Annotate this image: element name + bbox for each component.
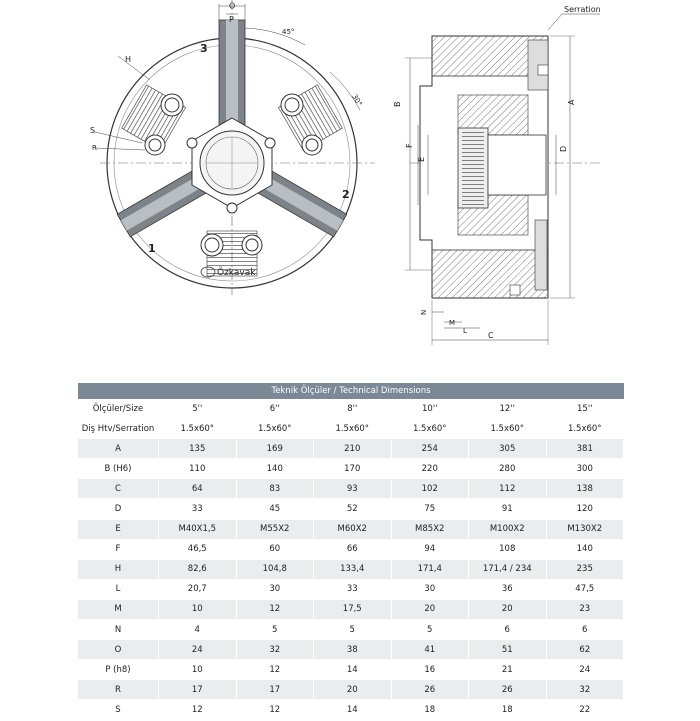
table-cell: 17 [159,680,237,700]
jaw-number-1: 1 [148,242,156,255]
table-cell: 24 [546,660,624,680]
table-cell: M130X2 [546,519,624,539]
table-header-row [78,399,624,419]
table-row [78,559,624,579]
row-label: R [78,680,159,700]
table-cell: 83 [236,479,314,499]
size-12: 12'' [469,399,547,419]
table-cell: 1.5x60° [159,419,237,439]
row-label: A [78,439,159,459]
row-label: P (h8) [78,660,159,680]
table-cell: 14 [314,660,392,680]
table-cell: 140 [236,459,314,479]
label-angle-45: 45° [282,28,295,36]
table-cell: 32 [546,680,624,700]
table-cell: 20 [391,599,469,619]
table-cell: 120 [546,499,624,519]
table-cell: 171,4 [391,559,469,579]
table-row [78,660,624,680]
table-cell: 26 [391,680,469,700]
size-6: 6'' [236,399,314,419]
table-cell: 6 [469,620,547,640]
size-15: 15'' [546,399,624,419]
table-cell: 1.5x60° [469,419,547,439]
row-label: D [78,499,159,519]
table-cell: M100X2 [469,519,547,539]
table-cell: 10 [159,660,237,680]
table-cell: 14 [314,700,392,720]
table-cell: M55X2 [236,519,314,539]
size-5: 5'' [159,399,237,419]
table-row [78,579,624,599]
brand-name: Özkavak [217,268,256,278]
row-label: B (H6) [78,459,159,479]
table-row [78,539,624,559]
table-cell: 169 [236,439,314,459]
table-row [78,700,624,720]
row-label: E [78,519,159,539]
table-cell: 12 [236,599,314,619]
table-cell: 300 [546,459,624,479]
row-label: H [78,559,159,579]
jaw-number-3: 3 [200,42,208,55]
table-cell: M40X1,5 [159,519,237,539]
table-cell: 38 [314,640,392,660]
table-cell: 66 [314,539,392,559]
table-cell: 108 [469,539,547,559]
table-row [78,439,624,459]
table-cell: 64 [159,479,237,499]
table-cell: 52 [314,499,392,519]
table-cell: M60X2 [314,519,392,539]
section-view [393,5,601,345]
label-p: P [229,15,234,24]
front-view [90,0,375,295]
label-m: M [449,319,456,327]
table-cell: 30 [391,579,469,599]
table-cell: 24 [159,640,237,660]
label-d: D [559,145,568,152]
row-label: N [78,620,159,640]
table-cell: 1.5x60° [391,419,469,439]
table-cell: 110 [159,459,237,479]
table-cell: 18 [469,700,547,720]
table-cell: 23 [546,599,624,619]
label-serration: Serration [564,5,601,14]
table-cell: 1.5x60° [236,419,314,439]
size-10: 10'' [391,399,469,419]
table-cell: 20 [469,599,547,619]
table-cell: 102 [391,479,469,499]
row-label: O [78,640,159,660]
table-cell: 1.5x60° [546,419,624,439]
table-cell: 112 [469,479,547,499]
label-n: N [420,309,428,315]
label-o: O [229,1,236,11]
label-b: B [393,101,402,107]
table-cell: 51 [469,640,547,660]
dimensions-table-block [78,383,624,721]
table-row [78,620,624,640]
table-cell: 235 [546,559,624,579]
table-cell: 1.5x60° [314,419,392,439]
table-cell: 170 [314,459,392,479]
table-cell: 36 [469,579,547,599]
table-row [78,680,624,700]
table-cell: 26 [469,680,547,700]
label-angle-30: 30° [350,93,364,108]
dimensions-table [78,399,624,721]
table-cell: 82,6 [159,559,237,579]
table-cell: 4 [159,620,237,640]
table-cell: 33 [159,499,237,519]
label-e: E [417,156,426,162]
table-cell: 17,5 [314,599,392,619]
table-cell: 12 [236,700,314,720]
row-label: M [78,599,159,619]
table-cell: 140 [546,539,624,559]
row-label: S [78,700,159,720]
table-row [78,640,624,660]
table-cell: 210 [314,439,392,459]
label-a: A [567,99,576,105]
table-cell: 104,8 [236,559,314,579]
table-cell: 91 [469,499,547,519]
header-label: Ölçüler/Size [78,399,159,419]
table-row [78,519,624,539]
table-cell: 6 [546,620,624,640]
label-c: C [488,331,494,340]
table-body [78,399,624,720]
table-cell: 60 [236,539,314,559]
table-cell: 75 [391,499,469,519]
table-row [78,499,624,519]
table-cell: 93 [314,479,392,499]
table-cell: 45 [236,499,314,519]
table-cell: 133,4 [314,559,392,579]
table-cell: 17 [236,680,314,700]
table-cell: 30 [236,579,314,599]
table-cell: 20 [314,680,392,700]
row-label: C [78,479,159,499]
label-l: L [463,327,467,335]
table-row [78,599,624,619]
table-cell: 220 [391,459,469,479]
row-label: F [78,539,159,559]
table-cell: 18 [391,700,469,720]
table-cell: 381 [546,439,624,459]
table-cell: 5 [391,620,469,640]
table-cell: 33 [314,579,392,599]
label-s: S [90,126,96,135]
table-cell: 138 [546,479,624,499]
table-row [78,459,624,479]
table-cell: 305 [469,439,547,459]
label-f: F [405,143,414,148]
table-cell: 22 [546,700,624,720]
jaw-number-2: 2 [342,188,350,201]
table-cell: 94 [391,539,469,559]
table-cell: 20,7 [159,579,237,599]
table-cell: 16 [391,660,469,680]
table-cell: M85X2 [391,519,469,539]
table-row [78,479,624,499]
table-cell: 32 [236,640,314,660]
table-cell: 12 [236,660,314,680]
table-cell: 46,5 [159,539,237,559]
size-8: 8'' [314,399,392,419]
table-cell: 5 [314,620,392,640]
table-title: Teknik Ölçüler / Technical Dimensions [78,383,624,399]
table-cell: 135 [159,439,237,459]
table-cell: 10 [159,599,237,619]
label-h: H [125,55,132,64]
table-cell: 171,4 / 234 [469,559,547,579]
table-cell: 47,5 [546,579,624,599]
table-cell: 62 [546,640,624,660]
row-label: Diş Htv/Serration [78,419,159,439]
table-cell: 41 [391,640,469,660]
row-label: L [78,579,159,599]
table-cell: 5 [236,620,314,640]
table-cell: 280 [469,459,547,479]
table-cell: 254 [391,439,469,459]
table-cell: 21 [469,660,547,680]
label-r: R [92,144,97,152]
table-cell: 12 [159,700,237,720]
table-row [78,419,624,439]
